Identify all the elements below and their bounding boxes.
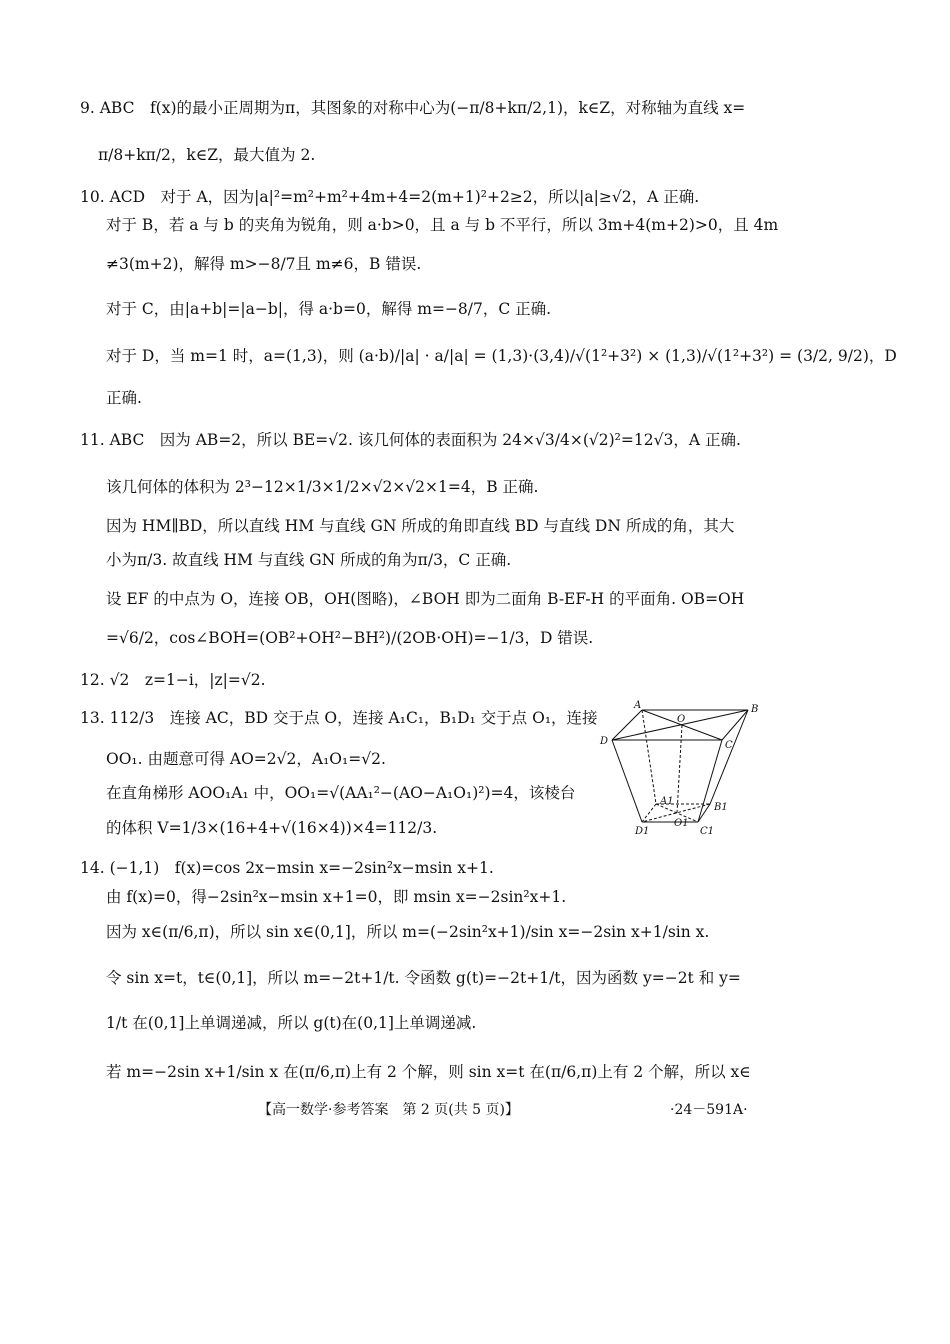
label-D1: D1 — [635, 826, 650, 837]
label-O: O — [677, 714, 686, 725]
label-A1: A1 — [660, 796, 674, 807]
label-B: B — [751, 704, 759, 715]
text-line: 13. 112/3 连接 AC，BD 交于点 O，连接 A₁C₁，B₁D₁ 交于点 O₁，连接 — [80, 709, 598, 727]
text-line: 11. ABC 因为 AB=2，所以 BE=√2. 该几何体的表面积为 24×√3/4×(√2)²=12√3，A 正确. — [80, 431, 741, 449]
frustum-figure — [598, 700, 766, 840]
edge-DA — [612, 710, 642, 740]
label-B1: B1 — [714, 802, 728, 813]
label-C: C — [725, 740, 733, 751]
text-line: 12. √2 z=1−i，|z|=√2. — [80, 671, 266, 689]
text-line: OO₁. 由题意可得 AO=2√2，A₁O₁=√2. — [106, 750, 386, 768]
text-line: ≠3(m+2)，解得 m>−8/7且 m≠6，B 错误. — [106, 255, 422, 273]
text-line: 的体积 V=1/3×(16+4+√(16×4))×4=112/3. — [106, 819, 438, 837]
edge-DD1 — [612, 740, 642, 822]
text-line: 若 m=−2sin x+1/sin x 在(π/6,π)上有 2 个解，则 sin x=t 在(π/6,π)上有 2 个解，所以 x∈ — [106, 1063, 751, 1081]
edge-A1D1 — [642, 804, 656, 822]
text-line: 令 sin x=t，t∈(0,1]，所以 m=−2t+1/t. 令函数 g(t)=−2t+1/t，因为函数 y=−2t 和 y= — [106, 969, 741, 987]
label-A: A — [634, 700, 642, 711]
text-line: 因为 HM∥BD，所以直线 HM 与直线 GN 所成的角即直线 BD 与直线 DN 所成的角，其大 — [106, 517, 735, 535]
text-line: 对于 B，若 a 与 b 的夹角为锐角，则 a·b>0，且 a 与 b 不平行，所以 3m+4(m+2)>0，且 4m — [106, 216, 779, 234]
label-C1: C1 — [700, 826, 715, 837]
text-line: 14. (−1,1) f(x)=cos 2x−msin x=−2sin²x−msin x+1. — [80, 859, 494, 877]
text-line: 小为π/3. 故直线 HM 与直线 GN 所成的角为π/3，C 正确. — [106, 551, 512, 569]
text-line: 因为 x∈(π/6,π)，所以 sin x∈(0,1]，所以 m=(−2sin²x+1)/sin x=−2sin x+1/sin x. — [106, 923, 710, 941]
text-line: 该几何体的体积为 2³−12×1/3×1/2×√2×√2×1=4，B 正确. — [106, 478, 539, 496]
label-O1: O1 — [674, 818, 689, 829]
text-line: π/8+kπ/2，k∈Z，最大值为 2. — [98, 146, 316, 164]
footer-title: 【高一数学·参考答案 第 2 页(共 5 页)】 — [258, 1102, 519, 1118]
footer-code: ·24－591A· — [670, 1102, 748, 1118]
edge-AA1 — [642, 710, 656, 804]
text-line: 对于 C，由|a+b|=|a−b|，得 a·b=0，解得 m=−8/7，C 正确. — [106, 300, 552, 318]
text-line: 正确. — [106, 389, 142, 407]
text-line: =√6/2，cos∠BOH=(OB²+OH²−BH²)/(2OB·OH)=−1/3，D 错误. — [106, 629, 594, 647]
text-line: 在直角梯形 AOO₁A₁ 中，OO₁=√(AA₁²−(AO−A₁O₁)²)=4，该棱台 — [106, 784, 576, 802]
text-line: 10. ACD 对于 A，因为|a|²=m²+m²+4m+4=2(m+1)²+2≥2，所以|a|≥√2，A 正确. — [80, 188, 700, 206]
text-line: 对于 D，当 m=1 时，a=(1,3)，则 (a·b)/|a| · a/|a| = (1,3)·(3,4)/√(1²+3²) × (1,3)/√(1²+3²) = (3/2, 9/2)，D — [106, 347, 897, 365]
text-line: 设 EF 的中点为 O，连接 OB，OH(图略)，∠BOH 即为二面角 B-EF-H 的平面角. OB=OH — [106, 590, 745, 608]
label-D: D — [600, 736, 609, 747]
segment-OO1 — [677, 725, 682, 813]
text-line: 1/t 在(0,1]上单调递减，所以 g(t)在(0,1]上单调递减. — [106, 1014, 477, 1032]
edge-BB1 — [710, 710, 748, 804]
text-line: 由 f(x)=0，得−2sin²x−msin x+1=0，即 msin x=−2sin²x+1. — [106, 888, 567, 906]
text-line: 9. ABC f(x)的最小正周期为π，其图象的对称中心为(−π/8+kπ/2,1)，k∈Z，对称轴为直线 x= — [80, 99, 746, 117]
